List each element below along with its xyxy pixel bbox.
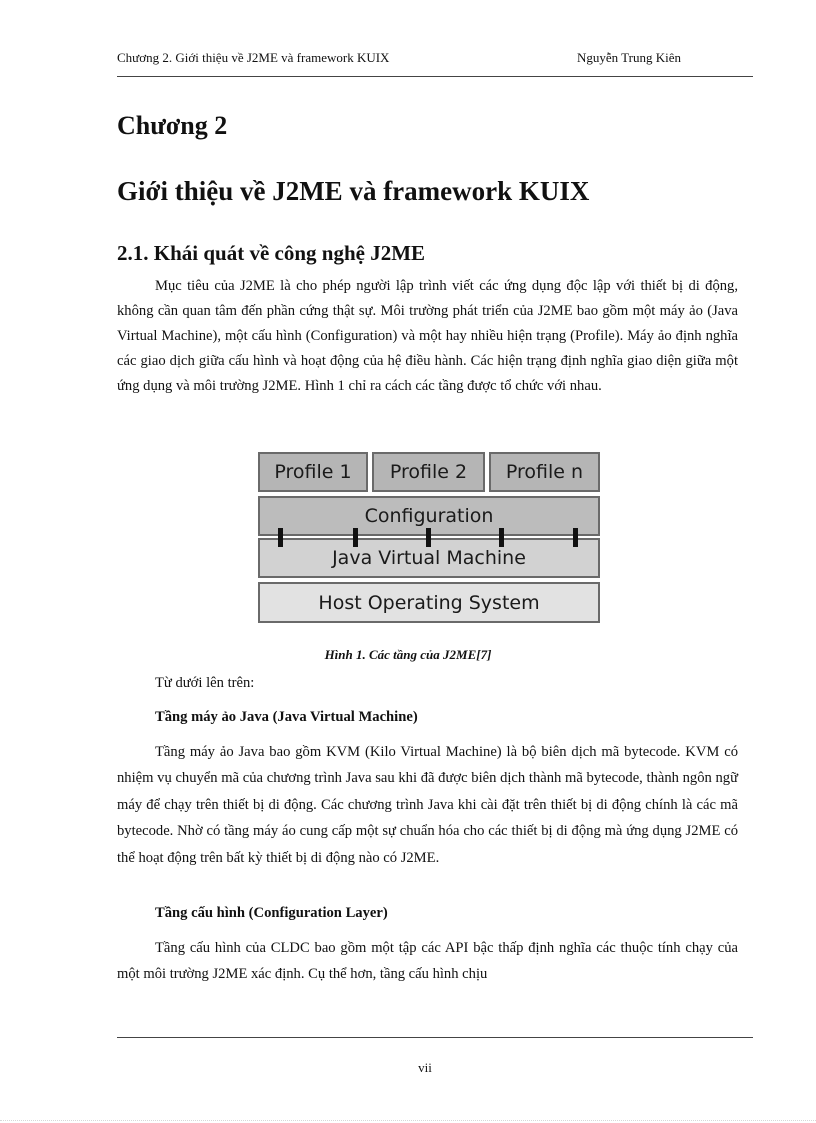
header-chapter-text: Chương 2. Giới thiệu về J2ME và framework KUIX bbox=[117, 50, 390, 65]
page-bottom-edge bbox=[0, 1120, 816, 1121]
header-author-text: Nguyễn Trung Kiên bbox=[577, 50, 682, 65]
layer-connector bbox=[426, 528, 431, 547]
layer-connector bbox=[499, 528, 504, 547]
layer-connector bbox=[353, 528, 358, 547]
layer-connector bbox=[573, 528, 578, 547]
paragraph-configuration: Tầng cấu hình của CLDC bao gồm một tập các API bậc thấp định nghĩa các thuộc tính chạy của một môi trường J2ME xác định. Cụ thể hơn, tầng cấu hình chịu bbox=[117, 940, 738, 982]
chapter-title: Giới thiệu về J2ME và framework KUIX bbox=[117, 176, 590, 206]
footer-divider bbox=[117, 1037, 753, 1038]
figure-caption: Hình 1. Các tầng của J2ME[7] bbox=[324, 647, 492, 662]
section-title: 2.1. Khái quát về công nghệ J2ME bbox=[117, 241, 426, 265]
jvm-box: Java Virtual Machine bbox=[258, 538, 600, 578]
profile-1-box: Profile 1 bbox=[258, 452, 368, 492]
paragraph-intro: Mục tiêu của J2ME là cho phép người lập trình viết các ứng dụng độc lập với thiết bị di động, không cần quan tâm đến phần cứng thật sự. Môi trường phát triển của J2ME bao gồm một máy ảo (Java Virtual Machine), một cấu hình (Configuration) và một hay nhiều hiện trạng (Profile). Máy ảo định nghĩa các giao dịch giữa cấu hình và hoạt động của hệ điều hành. Các hiện trạng định nghĩa giao diện giữa một ứng dụng và môi trường J2ME. Hình 1 chỉ ra cách các tầng được tổ chức với nhau. bbox=[117, 278, 738, 394]
layer-connector bbox=[278, 528, 283, 547]
paragraph-jvm: Tầng máy ảo Java bao gồm KVM (Kilo Virtual Machine) là bộ biên dịch mã bytecode. KVM có nhiệm vụ chuyển mã của chương trình Java sau khi đã được biên dịch thành mã bytecode, thành ngôn ngữ máy để chạy trên thiết bị di động. Các chương trình Java khi cài đặt trên thiết bị di động chính là các mã bytecode. Nhờ có tầng máy áo cung cấp một sự chuẩn hóa cho các thiết bị di động mà ứng dụng J2ME có thể hoạt động trên bất kỳ thiết bị di động nào có J2ME. bbox=[117, 744, 738, 866]
from-bottom-text: Từ dưới lên trên: bbox=[155, 675, 255, 691]
j2me-layers-diagram bbox=[258, 452, 600, 624]
page-header bbox=[117, 50, 753, 68]
subheading-jvm-layer: Tầng máy ảo Java (Java Virtual Machine) bbox=[155, 709, 418, 725]
profile-2-box: Profile 2 bbox=[372, 452, 485, 492]
host-os-box: Host Operating System bbox=[258, 582, 600, 623]
configuration-box: Configuration bbox=[258, 496, 600, 536]
header-divider bbox=[117, 76, 753, 77]
page-number: vii bbox=[418, 1060, 432, 1075]
profile-n-box: Profile n bbox=[489, 452, 600, 492]
subheading-configuration-layer: Tầng cấu hình (Configuration Layer) bbox=[155, 905, 388, 921]
chapter-label: Chương 2 bbox=[117, 111, 228, 140]
